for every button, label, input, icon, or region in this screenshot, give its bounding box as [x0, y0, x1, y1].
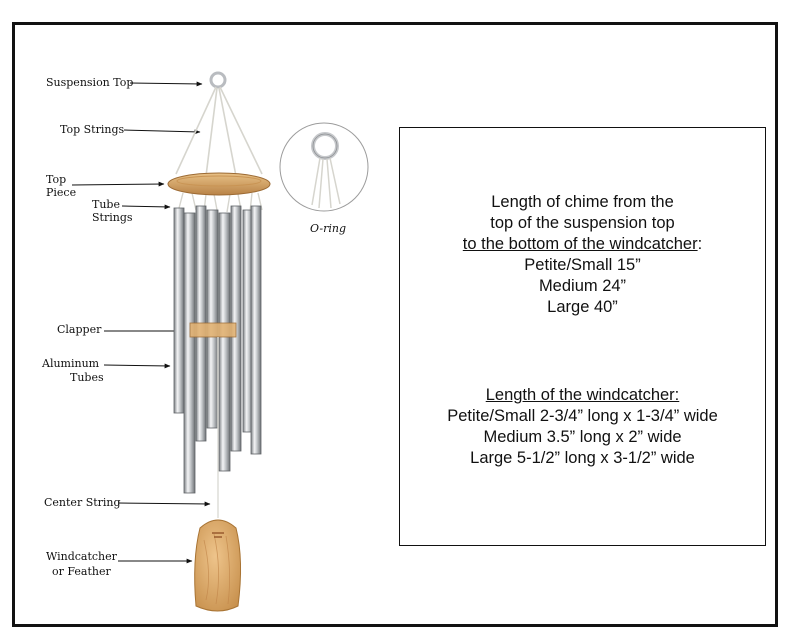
label-center-string: Center String	[44, 496, 121, 509]
oring-detail	[280, 123, 368, 211]
windcatcher-size-medium: Medium 3.5” long x 2” wide	[483, 428, 682, 446]
arrow-top-strings	[124, 130, 200, 132]
label-windcatcher-1: Windcatcher	[46, 550, 117, 563]
label-clapper: Clapper	[57, 323, 102, 336]
windcatcher-length-heading: Length of the windcatcher:	[485, 386, 680, 404]
chime-length-line-1: Length of chime from the	[491, 193, 674, 211]
label-windcatcher-2: or Feather	[52, 565, 111, 578]
windcatcher-size-small: Petite/Small 2-3/4” long x 1-3/4” wide	[447, 407, 718, 425]
tube	[251, 206, 261, 454]
label-tube-strings-1: Tube	[92, 198, 120, 211]
arrow-aluminum-tubes	[104, 365, 170, 366]
length-info-box	[399, 127, 766, 546]
windcatcher	[195, 520, 241, 611]
arrow-suspension-top	[130, 83, 202, 84]
oring-caption: O-ring	[310, 222, 347, 235]
arrow-top-piece	[72, 184, 164, 185]
tube-strings	[178, 193, 262, 212]
label-top-piece-1: Top	[46, 173, 67, 186]
label-tube-strings-2: Strings	[92, 211, 133, 224]
tube	[184, 213, 195, 493]
chime-length-line-3-text: to the bottom of the windcatcher	[462, 235, 698, 253]
windcatcher-size-large: Large 5-1/2” long x 3-1/2” wide	[470, 449, 695, 467]
chime-length-line-2: top of the suspension top	[490, 214, 675, 232]
label-top-strings: Top Strings	[60, 123, 125, 136]
chime-length-line-3	[400, 234, 765, 255]
chime-size-large: Large 40”	[547, 298, 618, 316]
tube	[207, 210, 218, 428]
chime-length-block	[400, 192, 765, 318]
tube	[219, 213, 230, 471]
suspension-ring	[211, 73, 225, 87]
arrow-tube-strings	[122, 206, 170, 207]
clapper	[190, 323, 236, 337]
label-top-piece-2: Piece	[46, 186, 77, 199]
windcatcher-length-block	[400, 385, 765, 469]
top-piece	[168, 173, 270, 195]
label-suspension-top: Suspension Top	[46, 76, 134, 89]
label-aluminum-tubes-2: Tubes	[70, 371, 104, 384]
chime-length-line-3-colon: :	[697, 235, 703, 253]
arrow-center-string	[118, 503, 210, 504]
label-aluminum-tubes-1: Aluminum	[42, 357, 100, 370]
chime-size-medium: Medium 24”	[538, 277, 627, 295]
chime-size-small: Petite/Small 15”	[524, 256, 641, 274]
tube	[174, 208, 184, 413]
